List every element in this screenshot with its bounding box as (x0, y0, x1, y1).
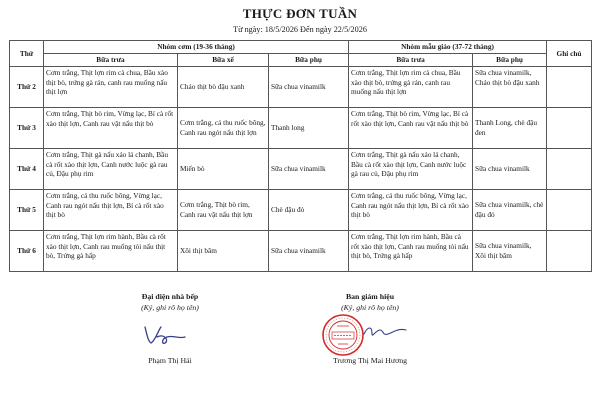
rice-nap-cell: Miến bò (178, 149, 269, 190)
rice-side-cell: Chè đậu đỏ (269, 190, 349, 231)
rice-lunch-cell: Cơm trắng, Thịt bò rim, Vừng lạc, Bí cà rốt xào thịt lợn, Canh rau vặt nấu thịt bò (44, 108, 178, 149)
header-row-groups (10, 41, 592, 54)
table-row (10, 67, 592, 108)
rice-lunch-cell: Cơm trắng, Thịt gà nấu xáo lá chanh, Bầu cà rốt xào thịt lợn, Canh nước luộc gà rau củ, Đậu phụ rim (44, 149, 178, 190)
pre-lunch-cell: Cơm trắng, Thịt bò rim, Vừng lạc, Bí cà rốt xào thịt lợn, Canh rau vặt nấu thịt bò (349, 108, 473, 149)
day-cell: Thứ 3 (10, 108, 44, 149)
kitchen-handwritten-signature (135, 319, 195, 347)
header-rice-side: Bữa phụ (269, 54, 349, 67)
table-row (10, 149, 592, 190)
rice-nap-cell: Cơm trắng, Thịt bò rim, Canh rau vặt nấu thịt lợn (178, 190, 269, 231)
day-cell: Thứ 5 (10, 190, 44, 231)
header-pre-side: Bữa phụ (473, 54, 547, 67)
header-group-preschool: Nhóm mẫu giáo (37-72 tháng) (349, 41, 547, 54)
pre-lunch-cell: Cơm trắng, cá thu ruốc bông, Vừng lạc, Canh rau ngót nấu thịt lợn, Bí cà rốt xào thịt bò (349, 190, 473, 231)
note-cell (547, 190, 592, 231)
rice-nap-cell: Xôi thịt băm (178, 231, 269, 272)
rice-nap-cell: Cơm trắng, cá thu ruốc bông, Canh rau ngót nấu thịt lợn (178, 108, 269, 149)
pre-lunch-cell: Cơm trắng, Thịt lợn rim cà chua, Bầu xào thịt bò, trứng gà rán, canh rau muống nấu thịt lợn (349, 67, 473, 108)
board-signature-title: Ban giám hiệu (345, 292, 395, 301)
board-handwritten-signature (360, 320, 410, 342)
rice-side-cell: Sữa chua vinamilk (269, 67, 349, 108)
header-rice-nap: Bữa xế (178, 54, 269, 67)
note-cell (547, 231, 592, 272)
table-row (10, 108, 592, 149)
rice-lunch-cell: Cơm trắng, Thịt lợn rim cà chua, Bầu xào thịt bò, trứng gà rán, canh rau muống nấu thịt lợn (44, 67, 178, 108)
note-cell (547, 149, 592, 190)
note-cell (547, 67, 592, 108)
pre-side-cell: Sữa chua vinamilk, Cháo thịt bò đậu xanh (473, 67, 547, 108)
weekly-menu-table (9, 40, 592, 272)
pre-side-cell: Thanh Long, chè đậu đen (473, 108, 547, 149)
table-row (10, 190, 592, 231)
rice-nap-cell: Cháo thịt bò đậu xanh (178, 67, 269, 108)
note-cell (547, 108, 592, 149)
day-cell: Thứ 2 (10, 67, 44, 108)
rice-lunch-cell: Cơm trắng, Thịt lợn rim hành, Bầu cà rốt xào thịt lợn, Canh rau muống tỏi nấu thịt bò, Trứng gà hấp (44, 231, 178, 272)
rice-side-cell: Sữa chua vinamilk (269, 231, 349, 272)
kitchen-signer-name: Phạm Thị Hải (148, 356, 192, 365)
table-row (10, 231, 592, 272)
board-signature-subtitle: (Ký, ghi rõ họ tên) (341, 303, 399, 312)
kitchen-signature-subtitle: (Ký, ghi rõ họ tên) (141, 303, 199, 312)
day-cell: Thứ 4 (10, 149, 44, 190)
rice-lunch-cell: Cơm trắng, cá thu ruốc bông, Vừng lạc, Canh rau ngót nấu thịt lợn, Bí cà rốt xào thịt bò (44, 190, 178, 231)
pre-side-cell: Sữa chua vinamilk, chè đậu đỏ (473, 190, 547, 231)
header-notes: Ghi chú (547, 41, 592, 67)
header-row-meals (10, 54, 592, 67)
board-signer-name: Trương Thị Mai Hương (332, 356, 408, 365)
pre-lunch-cell: Cơm trắng, Thịt lợn rim hành, Bầu cà rốt xào thịt lợn, Canh rau muống tỏi nấu thịt bò, Trứng gà hấp (349, 231, 473, 272)
header-group-rice: Nhóm cơm (19-36 tháng) (44, 41, 349, 54)
pre-lunch-cell: Cơm trắng, Thịt gà nấu xáo lá chanh, Bầu cà rốt xào thịt lợn, Canh nước luộc gà rau củ, Đậu phụ rim (349, 149, 473, 190)
header-day: Thứ (10, 41, 44, 67)
header-rice-lunch: Bữa trưa (44, 54, 178, 67)
pre-side-cell: Sữa chua vinamilk, Xôi thịt băm (473, 231, 547, 272)
menu-title: THỰC ĐƠN TUẦN (242, 6, 358, 21)
pre-side-cell: Sữa chua vinamilk (473, 149, 547, 190)
board-signature-block (290, 292, 450, 372)
rice-side-cell: Thanh long (269, 108, 349, 149)
day-cell: Thứ 6 (10, 231, 44, 272)
kitchen-signature-block (95, 292, 245, 372)
header-pre-lunch: Bữa trưa (349, 54, 473, 67)
date-range: Từ ngày: 18/5/2026 Đến ngày 22/5/2026 (233, 25, 367, 34)
kitchen-signature-title: Đại diện nhà bếp (141, 292, 199, 301)
rice-side-cell: Sữa chua vinamilk (269, 149, 349, 190)
